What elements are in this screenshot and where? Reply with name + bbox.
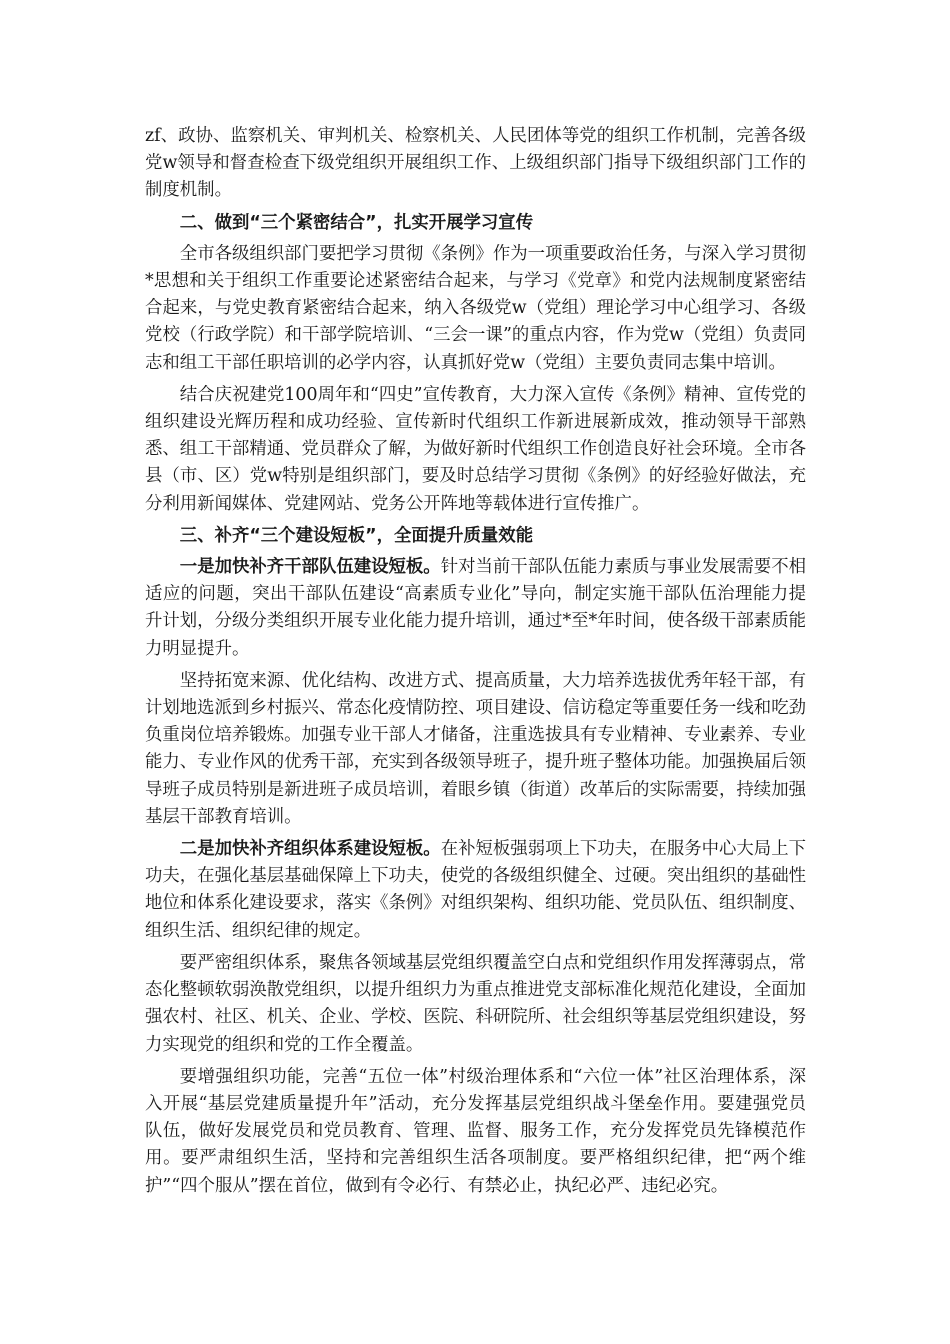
paragraph-4-lead: 一是加快补齐干部队伍建设短板。 bbox=[179, 557, 441, 578]
paragraph-1: zf、政协、监察机关、审判机关、检察机关、人民团体等党的组织工作机制，完善各级党w领导和督查检查下级党组织开展组织工作、上级组织部门指导下级组织部门工作的制度机制。 bbox=[145, 126, 806, 201]
paragraph-7: 要严密组织体系，聚焦各领域基层党组织覆盖空白点和党组织作用发挥薄弱点，常态化整顿软弱涣散党组织，以提升组织力为重点推进党支部标准化规范化建设，全面加强农村、社区、机关、企业、学校、医院、科研院所、社会组织等基层党组织建设，努力实现党的组织和党的工作全覆盖。 bbox=[145, 952, 806, 1055]
paragraph-5: 坚持拓宽来源、优化结构、改进方式、提高质量，大力培养选拔优秀年轻干部，有计划地选派到乡村振兴、常态化疫情防控、项目建设、信访稳定等重要任务一线和吃劲负重岗位培养锻炼。加强专业干部人才储备，注重选拔具有专业精神、专业素养、专业能力、专业作风的优秀干部，充实到各级领导班子，提升班子整体功能。加强换届后领导班子成员特别是新进班子成员培训，着眼乡镇（街道）改革后的实际需要，持续加强基层干部教育培训。 bbox=[145, 670, 806, 827]
paragraph-6-body: 在补短板强弱项上下功夫，在服务中心大局上下功夫，在强化基层基础保障上下功夫，使党的各级组织健全、过硬。突出组织的基础性地位和体系化建设要求，落实《条例》对组织架构、组织功能、党员队伍、组织制度、组织生活、组织纪律的规定。 bbox=[145, 839, 806, 941]
paragraph-6-lead: 二是加快补齐组织体系建设短板。 bbox=[179, 839, 441, 860]
section-heading-3: 三、补齐“三个建设短板”，全面提升质量效能 bbox=[179, 525, 534, 546]
paragraph-4-body: 针对当前干部队伍能力素质与事业发展需要不相适应的问题，突出干部队伍建设“高素质专业化”导向，制定实施干部队伍治理能力提升计划，分级分类组织开展专业化能力提升培训，通过*至*年时间，使各级干部素质能力明显提升。 bbox=[145, 557, 806, 659]
paragraph-2: 全市各级组织部门要把学习贯彻《条例》作为一项重要政治任务，与深入学习贯彻*思想和关于组织工作重要论述紧密结合起来，与学习《党章》和党内法规制度紧密结合起来，与党史教育紧密结合起来，纳入各级党w（党组）理论学习中心组学习、各级党校（行政学院）和干部学院培训、“三会一课”的重点内容，作为党w（党组）负责同志和组工干部任职培训的必学内容，认真抓好党w（党组）主要负责同志集中培训。 bbox=[145, 243, 806, 373]
section-heading-2: 二、做到“三个紧密结合”，扎实开展学习宣传 bbox=[179, 212, 534, 233]
paragraph-3: 结合庆祝建党100周年和“四史”宣传教育，大力深入宣传《条例》精神、宣传党的组织建设光辉历程和成功经验、宣传新时代组织工作新进展新成效，推动领导干部熟悉、组工干部精通、党员群众了解，为做好新时代组织工作创造良好社会环境。全市各县（市、区）党w特别是组织部门，要及时总结学习贯彻《条例》的好经验好做法，充分利用新闻媒体、党建网站、党务公开阵地等载体进行宣传推广。 bbox=[145, 384, 806, 514]
paragraph-6 bbox=[145, 836, 806, 945]
paragraph-8: 要增强组织功能，完善“五位一体”村级治理体系和“六位一体”社区治理体系，深入开展“基层党建质量提升年”活动，充分发挥基层党组织战斗堡垒作用。要建强党员队伍，做好发展党员和党员教育、管理、监督、服务工作，充分发挥党员先锋模范作用。要严肃组织生活，坚持和完善组织生活各项制度。要严格组织纪律，把“两个维护”“四个服从”摆在首位，做到有令必行、有禁必止，执纪必严、违纪必究。 bbox=[145, 1066, 806, 1196]
paragraph-4 bbox=[145, 554, 806, 663]
document-page bbox=[145, 123, 806, 1200]
